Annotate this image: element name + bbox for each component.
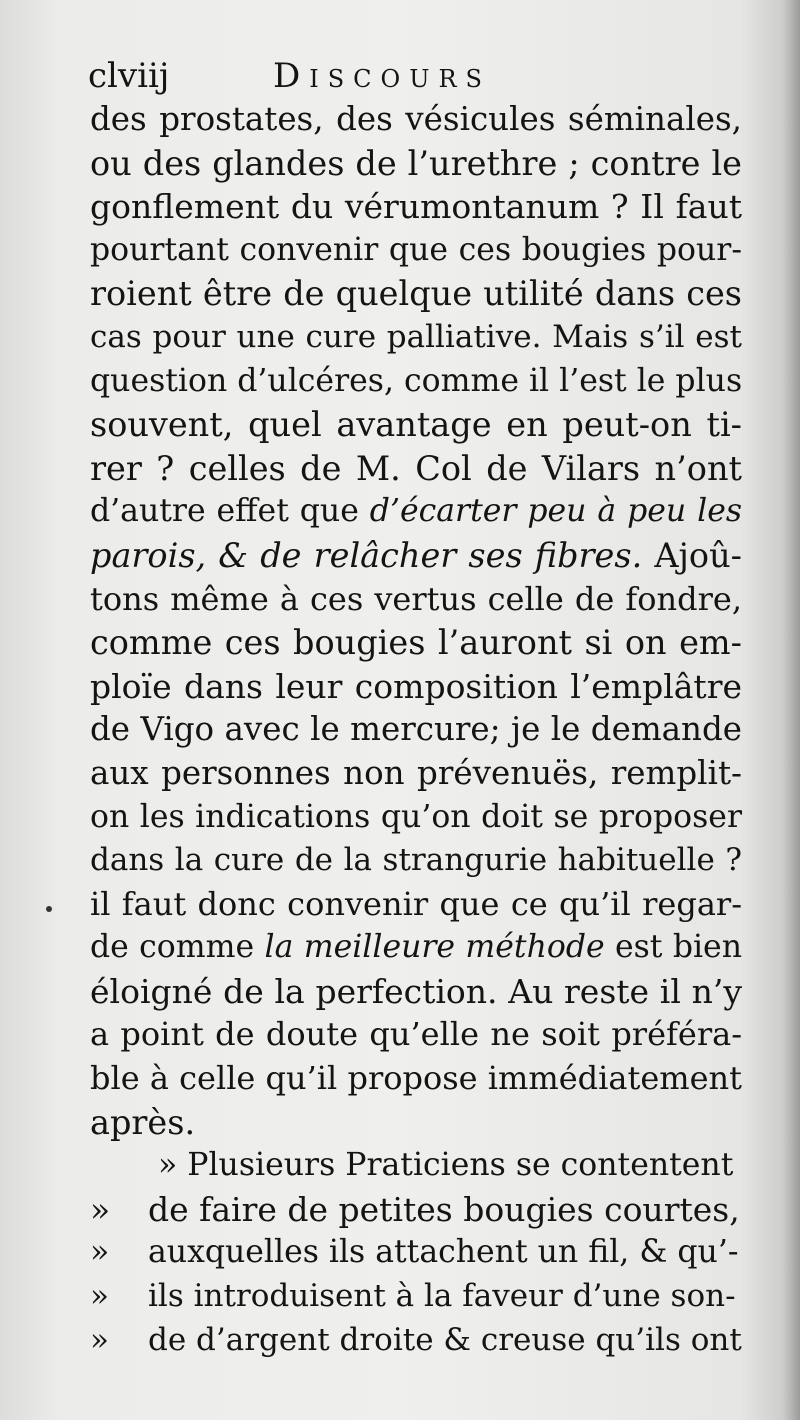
text-line [90, 272, 742, 316]
text-segment: ils introduisent à la faveur d’une son- [148, 1278, 736, 1315]
text-segment: tons même à ces vertus celle de fondre, [90, 579, 742, 618]
text-segment: de faire de petites bougies courtes, [148, 1189, 740, 1229]
text-segment: rer ? celles de M. Col de Vilars n’ont [90, 448, 742, 488]
text-line [90, 1057, 742, 1101]
italic-text: la meilleure méthode [264, 929, 605, 966]
text-line [90, 447, 742, 491]
text-line [90, 926, 742, 970]
text-line [90, 1319, 742, 1363]
text-line [90, 621, 742, 665]
text-segment: aux personnes non prévenuës, remplit- [90, 753, 742, 792]
margin-mark [46, 906, 52, 912]
text-segment: roient être de quelque utilité dans ces [90, 274, 742, 314]
text-line [90, 752, 742, 796]
text-line [90, 1275, 742, 1319]
text-segment: de comme [90, 929, 265, 966]
text-segment: est bien [604, 929, 742, 966]
text-segment: Ajoû- [642, 535, 742, 575]
text-line [90, 142, 742, 186]
text-segment: de d’argent droite & creuse qu’ils ont [148, 1321, 742, 1358]
text-segment: il faut donc convenir que ce qu’il regar- [90, 884, 742, 923]
text-line [90, 1188, 742, 1232]
text-line [90, 316, 742, 360]
text-segment: on les indications qu’on doit se proposer [90, 798, 742, 835]
italic-text: parois, & de relâcher ses fibres. [90, 535, 643, 575]
text-segment: a point de doute qu’elle ne soit préféra- [90, 1015, 742, 1054]
quotation-mark: » [90, 1321, 109, 1358]
text-line [90, 1144, 742, 1188]
text-segment: cas pour une cure palliative. Mais s’il est [90, 318, 742, 355]
text-line [90, 534, 742, 578]
text-line [90, 1101, 742, 1145]
text-line [90, 839, 742, 883]
text-segment: ou des glandes de l’urethre ; contre le [90, 143, 742, 183]
italic-text: d’écarter peu à peu les [369, 493, 742, 530]
text-segment: après. [90, 1102, 196, 1142]
text-segment: ble à celle qu’il propose immédiatement [90, 1059, 742, 1098]
text-line [90, 490, 742, 534]
quotation-mark: » [90, 1234, 110, 1271]
text-line [90, 360, 742, 404]
text-segment: pourtant convenir que ces bougies pour- [90, 231, 742, 268]
text-line [90, 883, 742, 927]
text-line [90, 665, 742, 709]
text-line [90, 229, 742, 273]
text-segment: gonflement du vérumontanum ? Il faut [90, 187, 742, 227]
text-segment: de Vigo avec le mercure; je le demande [90, 710, 742, 749]
text-segment: dans la cure de la strangurie habituelle ? [90, 842, 742, 879]
quotation-mark: » [90, 1189, 111, 1229]
text-line [90, 1013, 742, 1057]
text-line [90, 796, 742, 840]
text-segment: » Plusieurs Praticiens se contentent [158, 1147, 734, 1184]
text-segment: question d’ulcéres, comme il l’est le plus [90, 362, 743, 399]
text-line [90, 403, 742, 447]
body-text [90, 98, 742, 1362]
text-segment: souvent, quel avantage en peut-on ti- [90, 405, 742, 445]
text-line [90, 98, 742, 142]
text-line [90, 708, 742, 752]
text-segment: auxquelles ils attachent un fil, & qu’- [148, 1234, 739, 1271]
text-segment: d’autre effet que [90, 493, 370, 530]
text-segment: ploïe dans leur composition l’emplâtre [90, 666, 742, 706]
text-segment: des prostates, des vésicules séminales, [90, 100, 742, 138]
running-title: Discours [273, 56, 491, 96]
text-line [90, 578, 742, 622]
text-segment: comme ces bougies l’auront si on em- [90, 623, 742, 663]
text-line [90, 970, 742, 1014]
quotation-mark: » [90, 1278, 109, 1315]
page-edge-shadow [782, 0, 800, 1420]
text-segment: éloigné de la perfection. Au reste il n’y [90, 971, 742, 1011]
page-number: clviij [88, 56, 170, 96]
text-line [90, 185, 742, 229]
page-header [88, 52, 568, 100]
text-line [90, 1231, 742, 1275]
